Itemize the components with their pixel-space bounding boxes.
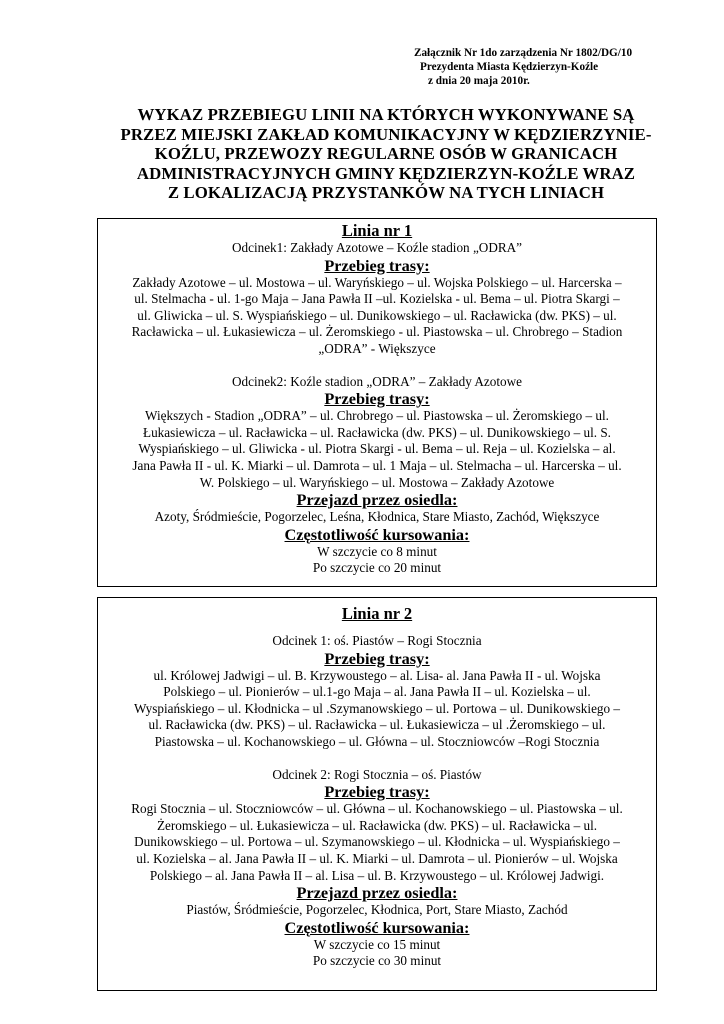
line-2-segment-1-title: Odcinek 1: oś. Piastów – Rogi Stocznia [272,633,482,648]
line-1-segment-1-title: Odcinek1: Zakłady Azotowe – Koźle stadion „ODRA” [231,240,523,255]
title-line: WYKAZ PRZEBIEGU LINII NA KTÓRYCH WYKONYWANE SĄ [137,105,635,124]
route-line: Żeromskiego – ul. Łukasiewicza – ul. Racławicka (dw. PKS) – ul. Racławicka – ul. [156,817,598,833]
route-line: Łukasiewicza – ul. Racławicka – ul. Racławicka (dw. PKS) – ul. Dunikowskiego – ul. S. [143,424,611,440]
route-line: ul. Królowej Jadwigi – ul. B. Krzywoustego – al. Lisa- al. Jana Pawła II - ul. Wojska [153,667,601,683]
route-line: Polskiego – al. Jana Pawła II – al. Lisa – ul. B. Krzywoustego – ul. Królowej Jadwigi. [149,867,605,883]
document-title [96,105,676,203]
route-line: Wyspiańskiego – ul. Gliwicka - ul. Piotra Skargi - ul. Bema – ul. Reja – ul. Kozielska – al. [138,441,616,457]
line-1-districts-heading: Przejazd przez osiedla: [296,490,458,510]
route-line: Większych - Stadion „ODRA” – ul. Chrobrego – ul. Piastowska – ul. Żeromskiego – ul. [145,408,609,424]
title-line: KOŹLU, PRZEWOZY REGULARNE OSÓB W GRANICACH [154,144,618,164]
title-line: Z LOKALIZACJĄ PRZYSTANKÓW NA TYCH LINIACH [167,183,605,203]
attachment-line: Prezydenta Miasta Kędzierzyn-Koźle [420,61,599,73]
line-2-route-2-heading: Przebieg trasy: [324,782,430,802]
line-2-route-1-heading: Przebieg trasy: [324,648,430,668]
route-line: Jana Pawła II - ul. K. Miarki – ul. Damrota – ul. 1 Maja – ul. Stelmacha – ul. Harcerska – ul. [132,457,622,473]
route-line: ul. Kozielska – al. Jana Pawła II – ul. K. Miarki – ul. Damrota – ul. Pionierów – ul. Wojska [136,850,618,866]
attachment-line: Załącznik Nr 1do zarządzenia Nr 1802/DG/10 [414,47,633,59]
route-line: Wyspiańskiego – ul. Kłodnicka – ul .Szymanowskiego – ul. Portowa – ul. Dunikowskiego – [134,700,620,716]
route-line: Rogi Stocznia – ul. Stoczniowców – ul. Główna – ul. Kochanowskiego – ul. Piastowska – ul. [131,801,623,817]
title-line: ADMINISTRACYJNYCH GMINY KĘDZIERZYN-KOŹLE WRAZ [136,163,636,183]
route-line: „ODRA” - Większyce [318,340,436,356]
route-line: Zakłady Azotowe – ul. Mostowa – ul. Waryńskiego – ul. Wojska Polskiego – ul. Harcerska – [132,274,622,290]
line-1-route-1-heading: Przebieg trasy: [324,255,430,275]
line-2-districts-heading: Przejazd przez osiedla: [296,883,458,903]
route-line: Polskiego – ul. Pionierów – ul.1-go Maja – al. Jana Pawła II – ul. Kozielska – ul. [163,684,591,700]
line-2-segment-2-title: Odcinek 2: Rogi Stocznia – oś. Piastów [272,766,482,782]
line-1-title: Linia nr 1 [341,221,413,240]
route-line: ul. Racławicka (dw. PKS) – ul. Racławicka – ul. Łukasiewicza – ul .Żeromskiego – ul. [148,717,606,733]
route-line: ul. Gliwicka – ul. S. Wyspiańskiego – ul. Dunikowskiego – ul. Racławicka (dw. PKS) – ul. [137,307,617,323]
line-2-frequency-heading: Częstotliwość kursowania: [284,917,470,937]
attachment-note [414,46,704,88]
route-line: ul. Stelmacha - ul. 1-go Maja – Jana Pawła II –ul. Kozielska - ul. Bema – ul. Piotra Skargi – [134,291,620,307]
frequency-peak: W szczycie co 8 minut [317,543,437,559]
route-line: Racławicka – ul. Łukasiewicza – ul. Żeromskiego - ul. Piastowska – ul. Chrobrego – Stadion [131,324,623,340]
line-2-box [97,597,657,991]
line-1-segment-2-title: Odcinek2: Koźle stadion „ODRA” – Zakłady Azotowe [231,373,523,389]
frequency-offpeak: Po szczycie co 20 minut [312,560,442,576]
route-line: Dunikowskiego – ul. Portowa – ul. Szymanowskiego – ul. Kłodnicka – ul. Wyspiańskiego – [134,834,620,850]
line-2-title: Linia nr 2 [341,604,413,623]
line-1-route-2-heading: Przebieg trasy: [324,389,430,409]
attachment-line: z dnia 20 maja 2010r. [428,75,530,87]
line-2-districts: Piastów, Śródmieście, Pogorzelec, Kłodnica, Port, Stare Miasto, Zachód [186,902,568,918]
frequency-peak: W szczycie co 15 minut [313,936,441,952]
line-1-frequency-heading: Częstotliwość kursowania: [284,524,470,544]
line-1-box [97,218,657,587]
line-1-districts: Azoty, Śródmieście, Pogorzelec, Leśna, Kłodnica, Stare Miasto, Zachód, Większyce [154,509,600,525]
route-line: Piastowska – ul. Kochanowskiego – ul. Główna – ul. Stoczniowców –Rogi Stocznia [154,733,600,749]
frequency-offpeak: Po szczycie co 30 minut [312,953,442,969]
route-line: W. Polskiego – ul. Waryńskiego – ul. Mostowa – Zakłady Azotowe [199,474,555,490]
title-line: PRZEZ MIEJSKI ZAKŁAD KOMUNIKACYJNY W KĘDZIERZYNIE- [120,124,652,144]
